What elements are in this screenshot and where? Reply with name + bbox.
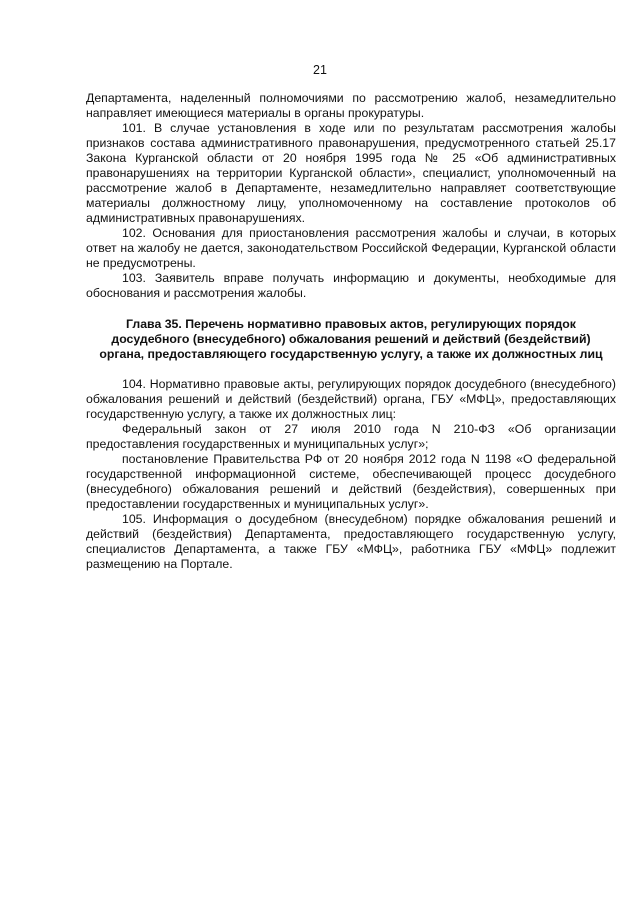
paragraph-continuation: Департамента, наделенный полномочиями по рассмотрению жалоб, незамедлительно направляет имеющиеся материалы в органы прокуратуры.	[86, 91, 616, 120]
list-item-federal-law: Федеральный закон от 27 июля 2010 года N 210-ФЗ «Об организации предоставления государственных и муниципальных услуг»;	[86, 422, 616, 451]
paragraph-101: 101. В случае установления в ходе или по результатам рассмотрения жалобы признаков состава административного правонарушения, предусмотренного статьей 25.17 Закона Курганской области от 20 ноября 1995 года № 25 «Об административных правонарушениях на территории Курганской области», специалист, уполномоченный на рассмотрение жалоб в Департаменте, незамедлительно направляет соответствующие материалы должностному лицу, уполномоченному на составление протоколов об административных правонарушениях.	[86, 121, 616, 225]
paragraph-102: 102. Основания для приостановления рассмотрения жалобы и случаи, в которых ответ на жалобу не дается, законодательством Российской Федерации, Курганской области не предусмотрены.	[86, 226, 616, 270]
chapter-heading-line: Глава 35. Перечень нормативно правовых актов, регулирующих порядок	[126, 317, 576, 331]
page-number: 21	[313, 63, 327, 77]
chapter-heading-line: органа, предоставляющего государственную услугу, а также их должностных лиц	[99, 347, 603, 361]
paragraph-105: 105. Информация о досудебном (внесудебном) порядке обжалования решений и действий (бездействия) Департамента, предоставляющего государственную услугу, специалистов Департамента, а также ГБУ «МФЦ», работника ГБУ «МФЦ» подлежит размещению на Портале.	[86, 512, 616, 571]
paragraph-104: 104. Нормативно правовые акты, регулирующих порядок досудебного (внесудебного) обжалования решений и действий (бездействий) органа, ГБУ «МФЦ», предоставляющих государственную услугу, а также их должностных лиц:	[86, 377, 616, 421]
chapter-heading	[86, 317, 616, 362]
paragraph-103: 103. Заявитель вправе получать информацию и документы, необходимые для обоснования и рассмотрения жалобы.	[86, 271, 616, 300]
list-item-government-decree: постановление Правительства РФ от 20 ноября 2012 года N 1198 «О федеральной государственной информационной системе, обеспечивающей процесс досудебного (внесудебного) обжалования решений и действий (бездействия), совершенных при предоставлении государственных и муниципальных услуг».	[86, 452, 616, 511]
document-body	[86, 91, 616, 572]
chapter-heading-line: досудебного (внесудебного) обжалования решений и действий (бездействий)	[111, 332, 591, 346]
